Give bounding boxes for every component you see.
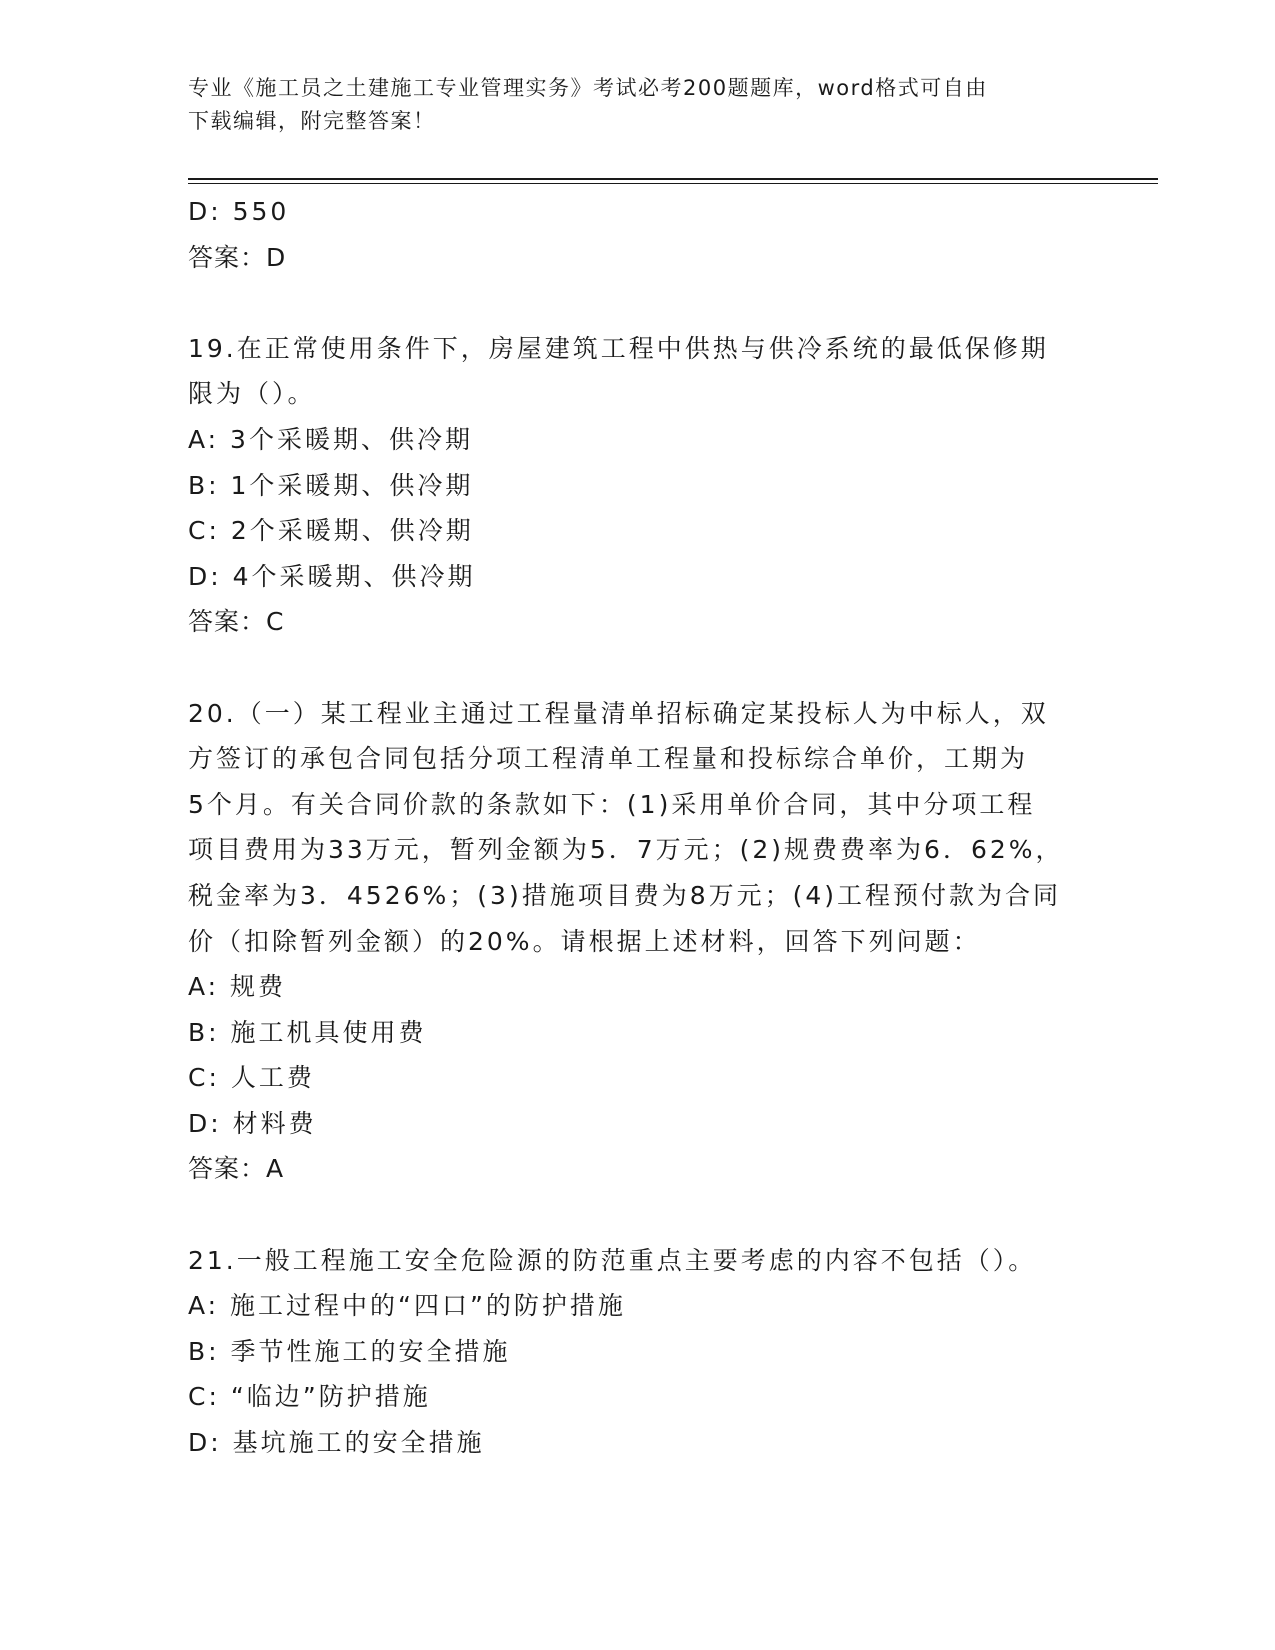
q21-option-a: A: 施工过程中的“四口”的防护措施 xyxy=(188,1291,626,1321)
q20-answer: 答案：A xyxy=(188,1154,285,1184)
q20-text-line-1: 20.（一）某工程业主通过工程量清单招标确定某投标人为中标人，双 xyxy=(188,698,1049,728)
question-21 xyxy=(188,1238,1088,1466)
q20-text-line-5: 税金率为3．4526%；(3)措施项目费为8万元；(4)工程预付款为合同 xyxy=(188,880,1062,910)
header-line-1: 专业《施工员之土建施工专业管理实务》考试必考200题题库，word格式可自由 xyxy=(188,76,988,100)
q20-text-line-6: 价（扣除暂列金额）的20%。请根据上述材料，回答下列问题： xyxy=(188,926,981,956)
q19-option-b: B: 1个采暖期、供冷期 xyxy=(188,470,474,500)
question-19 xyxy=(188,326,1088,645)
header-divider-thick xyxy=(188,178,1158,180)
header-divider-thin xyxy=(188,183,1158,184)
q20-text-line-4: 项目费用为33万元，暂列金额为5．7万元；(2)规费费率为6．62%， xyxy=(188,835,1064,865)
q21-text-line-1: 21.一般工程施工安全危险源的防范重点主要考虑的内容不包括（）。 xyxy=(188,1245,1037,1275)
q19-option-c: C: 2个采暖期、供冷期 xyxy=(188,516,474,546)
q19-answer: 答案：C xyxy=(188,607,285,637)
q19-option-d: D: 4个采暖期、供冷期 xyxy=(188,561,476,591)
q20-text-line-3: 5个月。有关合同价款的条款如下：(1)采用单价合同，其中分项工程 xyxy=(188,789,1036,819)
q18-option-d: D: 550 xyxy=(188,197,290,226)
q18-answer: 答案：D xyxy=(188,242,287,272)
q19-option-a: A: 3个采暖期、供冷期 xyxy=(188,424,473,454)
q20-option-b: B: 施工机具使用费 xyxy=(188,1017,427,1047)
q20-option-c: C: 人工费 xyxy=(188,1063,315,1093)
q21-option-d: D: 基坑施工的安全措施 xyxy=(188,1428,485,1458)
q20-option-a: A: 规费 xyxy=(188,972,287,1002)
q20-text-line-2: 方签订的承包合同包括分项工程清单工程量和投标综合单价，工期为 xyxy=(188,744,1029,774)
spacer xyxy=(188,280,1088,326)
document-body xyxy=(188,189,1088,1466)
q21-option-b: B: 季节性施工的安全措施 xyxy=(188,1336,511,1366)
q21-option-c: C: “临边”防护措施 xyxy=(188,1382,431,1412)
question-20 xyxy=(188,691,1088,1193)
q20-option-d: D: 材料费 xyxy=(188,1108,317,1138)
spacer xyxy=(188,1192,1088,1238)
q19-text-line-1: 19.在正常使用条件下，房屋建筑工程中供热与供冷系统的最低保修期 xyxy=(188,333,1049,363)
document-header xyxy=(188,72,1088,138)
header-line-2: 下载编辑，附完整答案！ xyxy=(188,109,436,133)
spacer xyxy=(188,645,1088,691)
q19-text-line-2: 限为（）。 xyxy=(188,379,316,409)
